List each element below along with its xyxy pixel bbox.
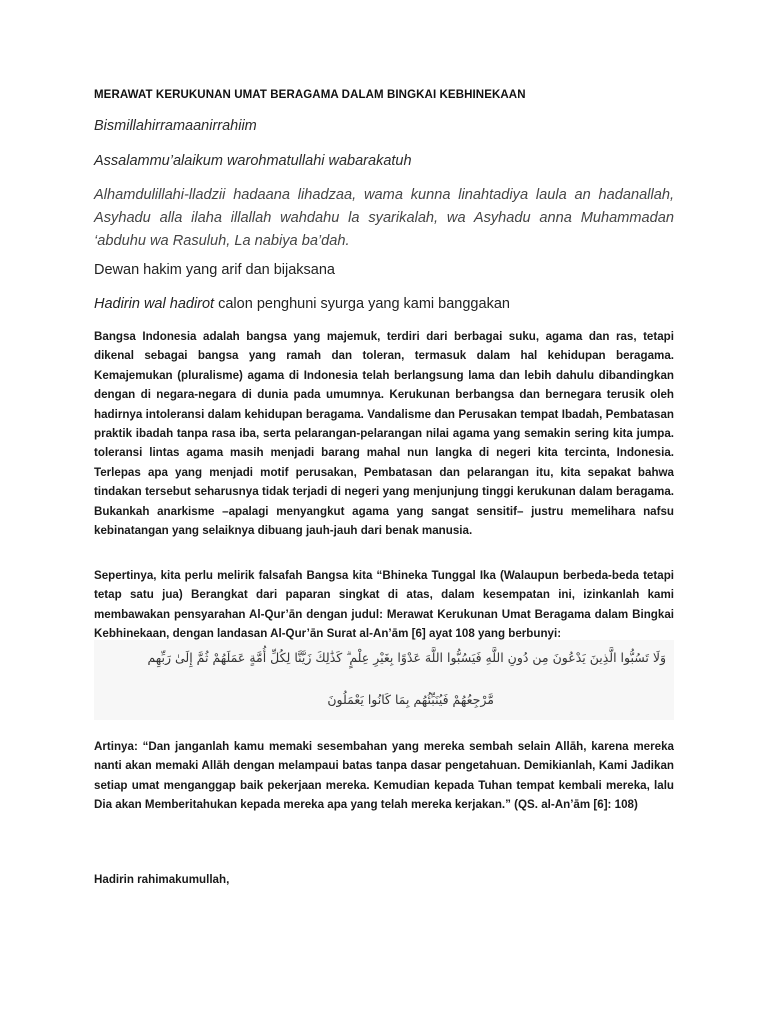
closing-address: Hadirin rahimakumullah,	[94, 873, 230, 886]
salam-greeting: Assalammu’alaikum warohmatullahi wabarakatuh	[94, 153, 412, 169]
paragraph-theme: Sepertinya, kita perlu melirik falsafah Bangsa kita “Bhineka Tunggal Ika (Walaupun berbeda-beda tetapi tetap satu jua) Berangkat dari paparan singkat di atas, dalam kesempatan ini, izinkanlah kami membawakan pensyarahan Al-Qur’ān dengan judul: Merawat Kerukunan Umat Beragama dalam Bingkai Kebhinekaan, dengan landasan Al-Qur’ān Surat al-An’ām [6] ayat 108 yang berbunyi:	[94, 569, 674, 641]
quran-verse-line-1: وَلَا تَسُبُّوا الَّذِينَ يَدْعُونَ مِن دُونِ اللَّهِ فَيَسُبُّوا اللَّهَ عَدْوًا بِغَيْرِ عِلْمٍ ۗ كَذَٰلِكَ زَيَّنَّا لِكُلِّ أُمَّةٍ عَمَلَهُمْ ثُمَّ إِلَىٰ رَبِّهِم	[147, 650, 666, 665]
address-audience	[94, 296, 510, 312]
document-title: MERAWAT KERUKUNAN UMAT BERAGAMA DALAM BINGKAI KEBHINEKAAN	[94, 89, 526, 101]
quran-verse-box	[94, 640, 674, 720]
opening-praise: Alhamdulillahi-lladzii hadaana lihadzaa, wama kunna linahtadiya laula an hadanallah, Asyhadu alla ilaha illallah wahdahu la syarikalah, wa Asyhadu anna Muhammadan ‘abduhu wa Rasuluh, La nabiya ba’dah.	[94, 187, 674, 249]
address-judges: Dewan hakim yang arif dan bijaksana	[94, 262, 335, 278]
address-audience-rest: calon penghuni syurga yang kami banggakan	[214, 296, 510, 312]
basmalah-greeting: Bismillahirramaanirrahiim	[94, 118, 257, 134]
paragraph-intro: Bangsa Indonesia adalah bangsa yang majemuk, terdiri dari berbagai suku, agama dan ras, tetapi dikenal sebagai bangsa yang ramah dan toleran, termasuk dalam hal kehidupan beragama. Kemajemukan (pluralisme) agama di Indonesia telah berlangsung lama dan lebih dahulu dibandingkan dengan di negara-negara di dunia pada umumnya. Kerukunan berbangsa dan bernegara terusik oleh hadirnya intoleransi dalam kehidupan beragama. Vandalisme dan Perusakan tempat Ibadah, Pembatasan praktik ibadah tanpa rasa iba, serta pelarangan-pelarangan nilai agama yang semakin sering kita jumpa. toleransi lintas agama masih menjadi barang mahal nun langka di negeri kita tercinta, Indonesia. Terlepas apa yang menjadi motif perusakan, Pembatasan dan pelarangan itu, kita sepakat bahwa tindakan tersebut seharusnya tidak terjadi di negeri yang menjunjung tinggi kerukunan dalam beragama. Bukankah anarkisme –apalagi menyangkut agama yang sangat sensitif– justru memelihara nafsu kebinatangan yang selaiknya dibuang jauh-jauh dari benak manusia.	[94, 330, 674, 538]
address-audience-italic: Hadirin wal hadirot	[94, 296, 215, 312]
quran-verse-line-2: مَّرْجِعُهُمْ فَيُنَبِّئُهُم بِمَا كَانُوا يَعْمَلُونَ	[327, 692, 494, 707]
paragraph-translation: Artinya: “Dan janganlah kamu memaki sesembahan yang mereka sembah selain Allāh, karena mereka nanti akan memaki Allāh dengan melampaui batas tanpa dasar pengetahuan. Demikianlah, Kami Jadikan setiap umat menganggap baik pekerjaan mereka. Kemudian kepada Tuhan tempat kembali mereka, lalu Dia akan Memberitahukan kepada mereka apa yang telah mereka kerjakan.” (QS. al-An’ām [6]: 108)	[94, 740, 674, 812]
